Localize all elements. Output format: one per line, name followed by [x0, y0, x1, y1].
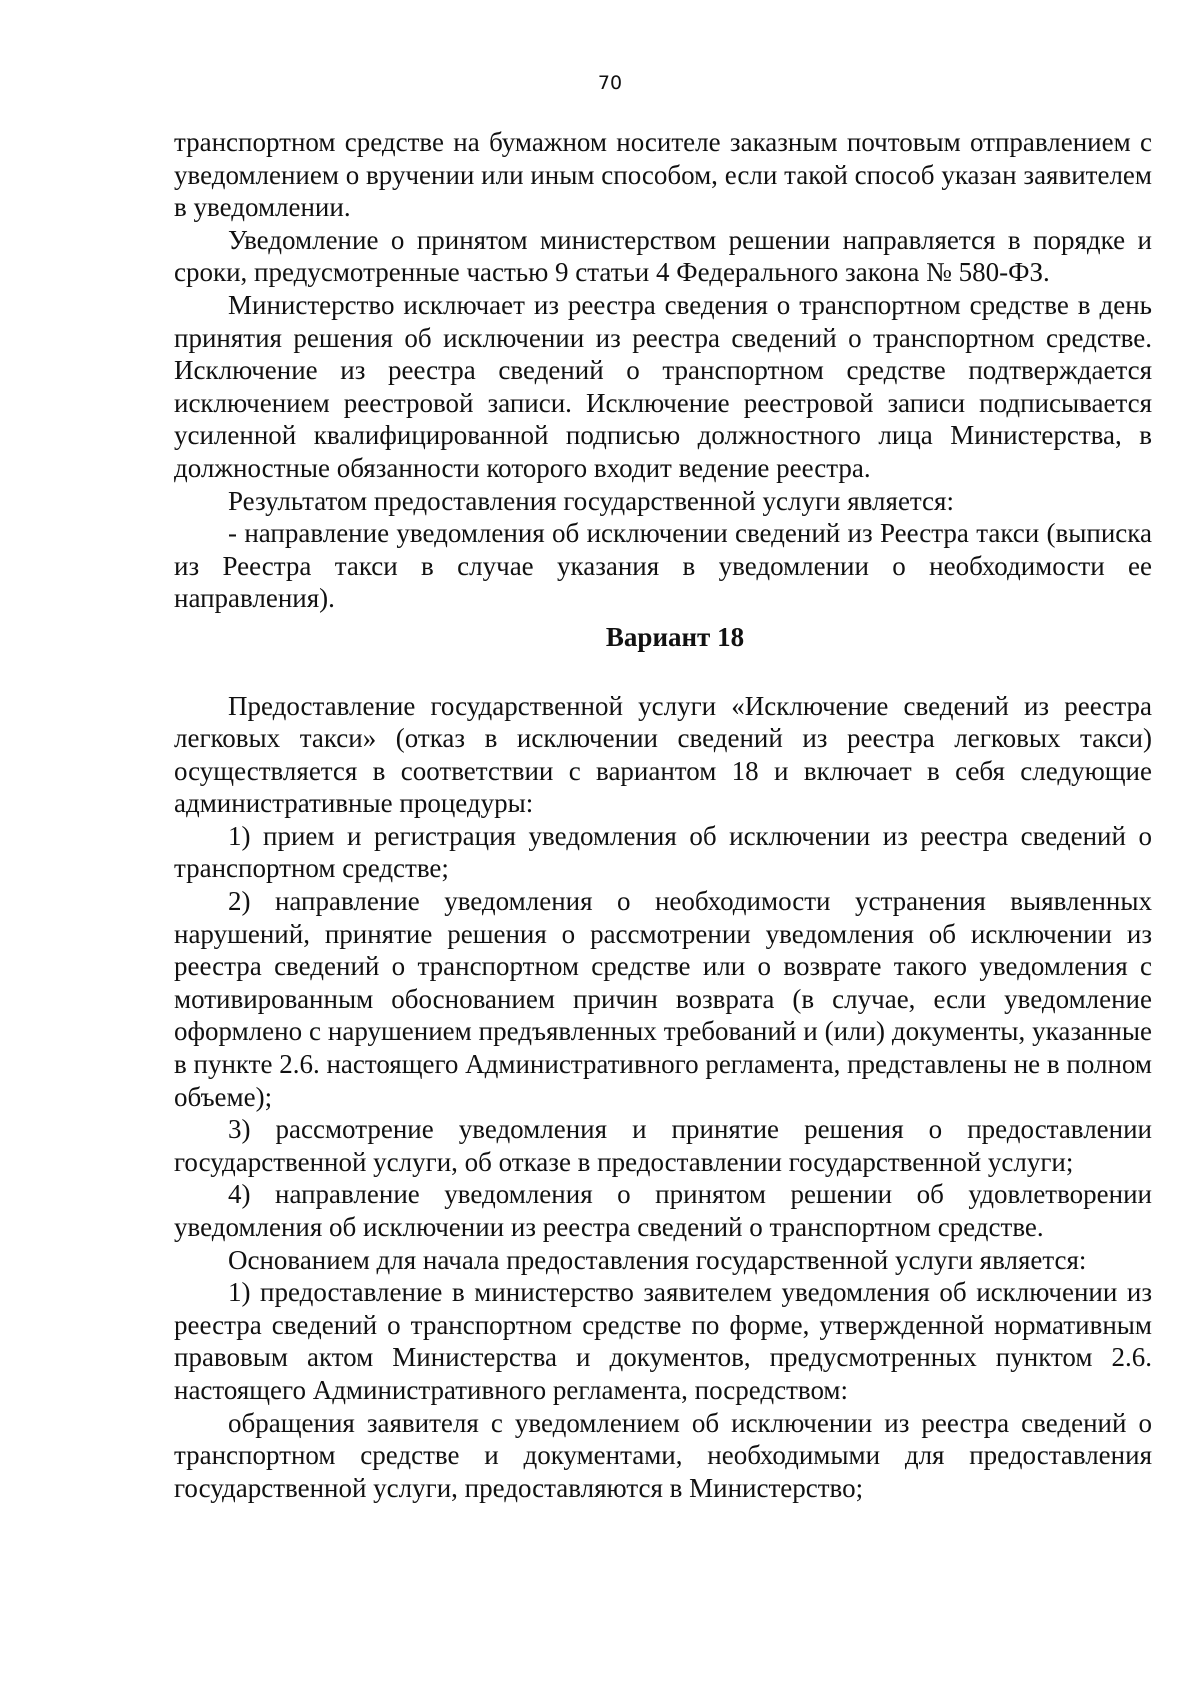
- document-body: [174, 126, 1152, 1504]
- paragraph: 1) прием и регистрация уведомления об исключении из реестра сведений о транспортном средстве;: [174, 820, 1152, 884]
- paragraph: обращения заявителя с уведомлением об исключении из реестра сведений о транспортном средстве и документами, необходимыми для предоставления государственной услуги, предоставляются в Министерство;: [174, 1407, 1152, 1503]
- paragraph: 4) направление уведомления о принятом решении об удовлетворении уведомления об исключении из реестра сведений о транспортном средстве.: [174, 1179, 1152, 1242]
- section-heading: Вариант 18: [605, 621, 745, 652]
- paragraph: Предоставление государственной услуги «Исключение сведений из реестра легковых такси» (отказ в исключении сведений из реестра легковых такси) осуществляется в соответствии с вариантом 18 и включает в себя следующие административные процедуры:: [174, 690, 1152, 819]
- page-number: 70: [597, 72, 623, 94]
- paragraph: транспортном средстве на бумажном носителе заказным почтовым отправлением с уведомлением о вручении или иным способом, если такой способ указан заявителем в уведомлении.: [174, 127, 1152, 223]
- paragraph: Результатом предоставления государственной услуги является:: [228, 485, 954, 516]
- section-after: [174, 690, 1152, 1505]
- paragraph: - направление уведомления об исключении сведений из Реестра такси (выписка из Реестра такси в случае указания в уведомлении о необходимости ее направления).: [174, 518, 1152, 614]
- paragraph: 1) предоставление в министерство заявителем уведомления об исключении из реестра сведений о транспортном средстве по форме, утвержденной нормативным правовым актом Министерства и документов, предусмотренных пунктом 2.6. настоящего Административного регламента, посредством:: [174, 1277, 1152, 1405]
- paragraph: Уведомление о принятом министерством решении направляется в порядке и сроки, предусмотренные частью 9 статьи 4 Федерального закона № 580-ФЗ.: [174, 224, 1152, 288]
- paragraph: Основанием для начала предоставления государственной услуги является:: [228, 1244, 1087, 1275]
- section-before: [174, 126, 1152, 615]
- paragraph: Министерство исключает из реестра сведения о транспортном средстве в день принятия решения об исключении из реестра сведений о транспортном средстве. Исключение из реестра сведений о транспортном средстве подтверждается исключением реестровой записи. Исключение реестровой записи подписывается усиленной квалифицированной подписью должностного лица Министерства, в должностные обязанности которого входит ведение реестра.: [174, 289, 1152, 483]
- paragraph: 2) направление уведомления о необходимости устранения выявленных нарушений, принятие решения о рассмотрении уведомления об исключении из реестра сведений о транспортном средстве или о возврате такого уведомления с мотивированным обоснованием причин возврата (в случае, если уведомление оформлено с нарушением предъявленных требований и (или) документы, указанные в пункте 2.6. настоящего Административного регламента, представлены не в полном объеме);: [174, 886, 1152, 1112]
- paragraph: 3) рассмотрение уведомления и принятие решения о предоставлении государственной услуги, об отказе в предоставлении государственной услуги;: [174, 1114, 1152, 1177]
